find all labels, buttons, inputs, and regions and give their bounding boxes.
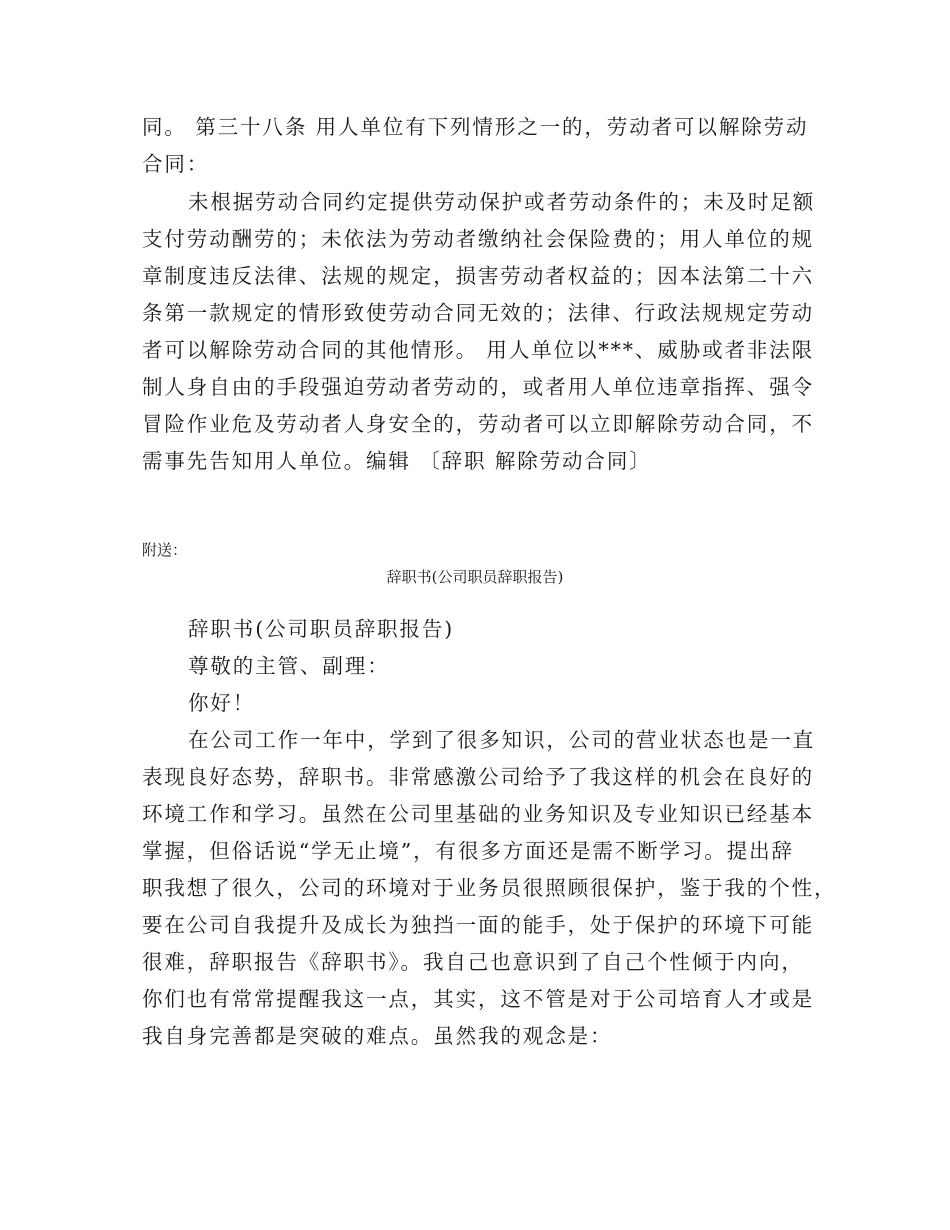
- letter-body-line: 在公司工作一年中，学到了很多知识，公司的营业状态也是一直: [188, 728, 816, 752]
- letter-title: 辞职书(公司职员辞职报告): [188, 617, 455, 641]
- paragraph-line: 需事先告知用人单位。编辑 〔辞职 解除劳动合同〕: [142, 449, 652, 473]
- attachment-title: 辞职书(公司职员辞职报告): [386, 568, 564, 586]
- paragraph-line: 者可以解除劳动合同的其他情形。 用人单位以***、威胁或者非法限: [142, 338, 815, 362]
- paragraph-line: 同。 第三十八条 用人单位有下列情形之一的，劳动者可以解除劳动: [142, 115, 809, 139]
- letter-body-line: 表现良好态势，辞职书。非常感激公司给予了我这样的机会在良好的: [142, 765, 814, 789]
- letter-salutation: 尊敬的主管、副理：: [188, 654, 390, 678]
- letter-greeting: 你好！: [188, 691, 256, 715]
- paragraph-line: 章制度违反法律、法规的规定，损害劳动者权益的；因本法第二十六: [142, 264, 814, 288]
- attachment-label: 附送：: [142, 541, 188, 559]
- letter-body-line: 我自身完善都是突破的难点。虽然我的观念是：: [142, 1024, 613, 1048]
- letter-body-line: 你们也有常常提醒我这一点，其实，这不管是对于公司培育人才或是: [142, 987, 814, 1011]
- paragraph-line: 未根据劳动合同约定提供劳动保护或者劳动条件的；未及时足额: [188, 190, 816, 214]
- paragraph-line: 合同：: [142, 152, 210, 176]
- letter-body-line: 职我想了很久，公司的环境对于业务员很照顾很保护，鉴于我的个性，: [142, 876, 837, 900]
- letter-body-line: 很难，辞职报告《辞职书》。我自己也意识到了自己个性倾于内向，: [142, 950, 804, 974]
- letter-body-line: 环境工作和学习。虽然在公司里基础的业务知识及专业知识已经基本: [142, 802, 814, 826]
- paragraph-line: 冒险作业危及劳动者人身安全的，劳动者可以立即解除劳动合同，不: [142, 412, 814, 436]
- paragraph-line: 条第一款规定的情形致使劳动合同无效的；法律、行政法规规定劳动: [142, 301, 814, 325]
- paragraph-line: 制人身自由的手段强迫劳动者劳动的，或者用人单位违章指挥、强令: [142, 375, 814, 399]
- letter-body-line: 要在公司自我提升及成长为独挡一面的能手，处于保护的环境下可能: [142, 913, 814, 937]
- paragraph-line: 支付劳动酬劳的；未依法为劳动者缴纳社会保险费的；用人单位的规: [142, 227, 814, 251]
- letter-body-line: 掌握，但俗话说“学无止境”，有很多方面还是需不断学习。提出辞: [142, 839, 794, 863]
